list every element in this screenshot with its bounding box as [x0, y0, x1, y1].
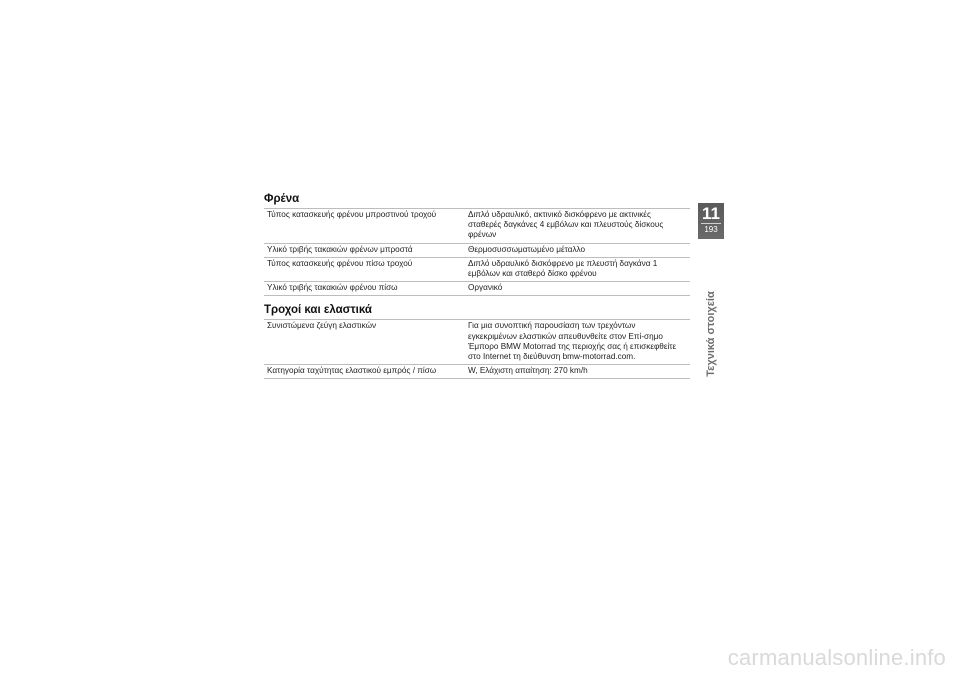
spec-label: Συνιστώμενα ζεύγη ελαστικών: [264, 320, 468, 364]
spec-label: Υλικό τριβής τακακιών φρένων μπροστά: [264, 243, 468, 257]
wheels-spec-table: [264, 320, 690, 379]
spec-label: Κατηγορία ταχύτητας ελαστικού εμπρός / πίσω: [264, 365, 468, 379]
watermark: carmanualsonline.info: [727, 645, 946, 670]
section-title-wheels-tyres: Τροχοί και ελαστικά: [264, 304, 690, 320]
table-row: [264, 257, 690, 281]
spec-value: Διπλό υδραυλικό, ακτινικό δισκόφρενο με ακτινικές σταθερές δαγκάνες 4 εμβόλων και πλευστούς δίσκους φρένων: [468, 209, 690, 243]
spec-value: Διπλό υδραυλικό δισκόφρενο με πλευστή δαγκάνα 1 εμβόλων και σταθερό δίσκο φρένου: [468, 257, 690, 281]
table-row: [264, 320, 690, 364]
table-row: [264, 365, 690, 379]
section-title-brakes: Φρένα: [264, 193, 690, 209]
chapter-title-vertical: Τεχνικά στοιχεία: [705, 291, 717, 377]
spec-value: W, Ελάχιστη απαίτηση: 270 km/h: [468, 365, 690, 379]
spec-label: Τύπος κατασκευής φρένου πίσω τροχού: [264, 257, 468, 281]
table-row: [264, 209, 690, 243]
table-row: [264, 282, 690, 296]
spec-label: Υλικό τριβής τακακιών φρένου πίσω: [264, 282, 468, 296]
table-row: [264, 243, 690, 257]
brakes-spec-table: [264, 209, 690, 296]
spec-value: Οργανικό: [468, 282, 690, 296]
page-number: 193: [704, 225, 718, 234]
chapter-number: 11: [702, 204, 720, 223]
spec-value: Θερμοσυσσωματωμένο μέταλλο: [468, 243, 690, 257]
spec-label: Τύπος κατασκευής φρένου μπροστινού τροχού: [264, 209, 468, 243]
spec-value: Για μια συνοπτική παρουσίαση των τρεχόντων εγκεκριμένων ελαστικών απευθυνθείτε στον Επί-σημο Έμπορο BMW Motorrad της περιοχής σας ή επισκεφθείτε στο Internet τη διεύθυνση bmw-motorrad.com.: [468, 320, 690, 364]
chapter-tab: [698, 203, 724, 239]
content-area: [264, 193, 690, 379]
